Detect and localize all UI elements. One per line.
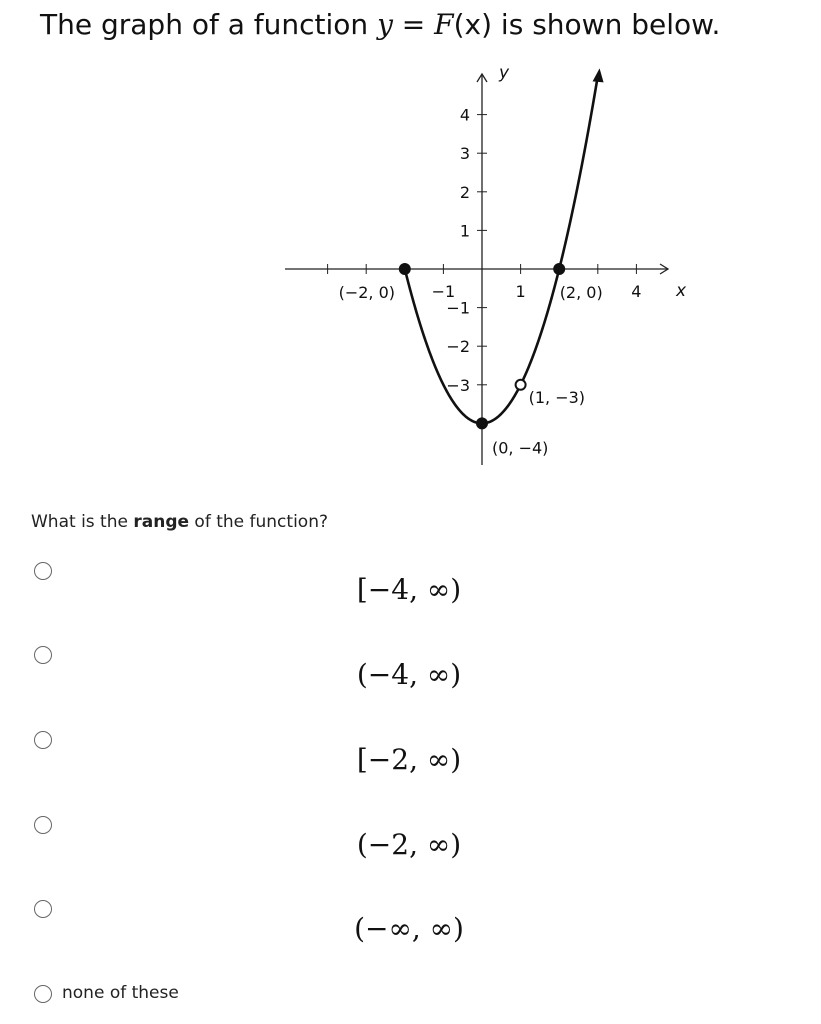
y-tick-label: 4 [459, 105, 470, 125]
choice-label-3[interactable]: [−2, ∞) [356, 743, 462, 776]
y-tick-label: −1 [446, 298, 470, 318]
function-graph [280, 60, 700, 480]
x-axis-label: x [676, 281, 687, 301]
y-tick-label: −2 [446, 337, 470, 357]
problem-prompt [40, 8, 720, 41]
question-suffix: of the function? [189, 512, 328, 532]
choice-radio-none[interactable] [34, 985, 52, 1003]
choice-radio-3[interactable] [34, 731, 52, 749]
prompt-eq: = [392, 8, 435, 41]
x-tick-label: 4 [631, 282, 642, 301]
point-label: (1, −3) [528, 387, 586, 407]
closed-point [554, 264, 564, 274]
x-tick-label: 1 [515, 282, 526, 301]
point-label: (−2, 0) [338, 283, 396, 302]
y-tick-label: 1 [459, 221, 470, 241]
question-text [31, 512, 328, 532]
prompt-prefix: The graph of a function [40, 8, 369, 41]
open-point [516, 380, 526, 390]
point-label: (2, 0) [559, 283, 603, 302]
choice-label-2[interactable]: (−4, ∞) [356, 658, 462, 691]
choice-label-none[interactable]: none of these [62, 983, 179, 1003]
y-tick-label: −3 [446, 375, 470, 395]
y-tick-label: 2 [459, 182, 470, 202]
curve-arrowhead [593, 68, 604, 82]
choice-label-5[interactable]: (−∞, ∞) [354, 912, 464, 945]
question-prefix: What is the [31, 512, 134, 532]
closed-point [477, 418, 487, 428]
choice-radio-5[interactable] [34, 900, 52, 918]
prompt-func: F [434, 8, 454, 41]
choice-radio-4[interactable] [34, 816, 52, 834]
y-axis-label: y [499, 63, 510, 83]
choice-label-4[interactable]: (−2, ∞) [356, 828, 462, 861]
prompt-arg: (x) [453, 8, 493, 41]
point-label: (0, −4) [492, 438, 549, 458]
x-tick-label: −1 [431, 282, 456, 301]
function-curve [405, 76, 598, 423]
prompt-suffix: is shown below. [492, 8, 721, 41]
choice-label-1[interactable]: [−4, ∞) [356, 573, 462, 606]
choice-radio-2[interactable] [34, 646, 52, 664]
choice-radio-1[interactable] [34, 562, 52, 580]
y-tick-label: 3 [459, 144, 470, 164]
prompt-y-var: y [377, 8, 393, 41]
closed-point [400, 264, 410, 274]
question-bold: range [133, 512, 190, 532]
